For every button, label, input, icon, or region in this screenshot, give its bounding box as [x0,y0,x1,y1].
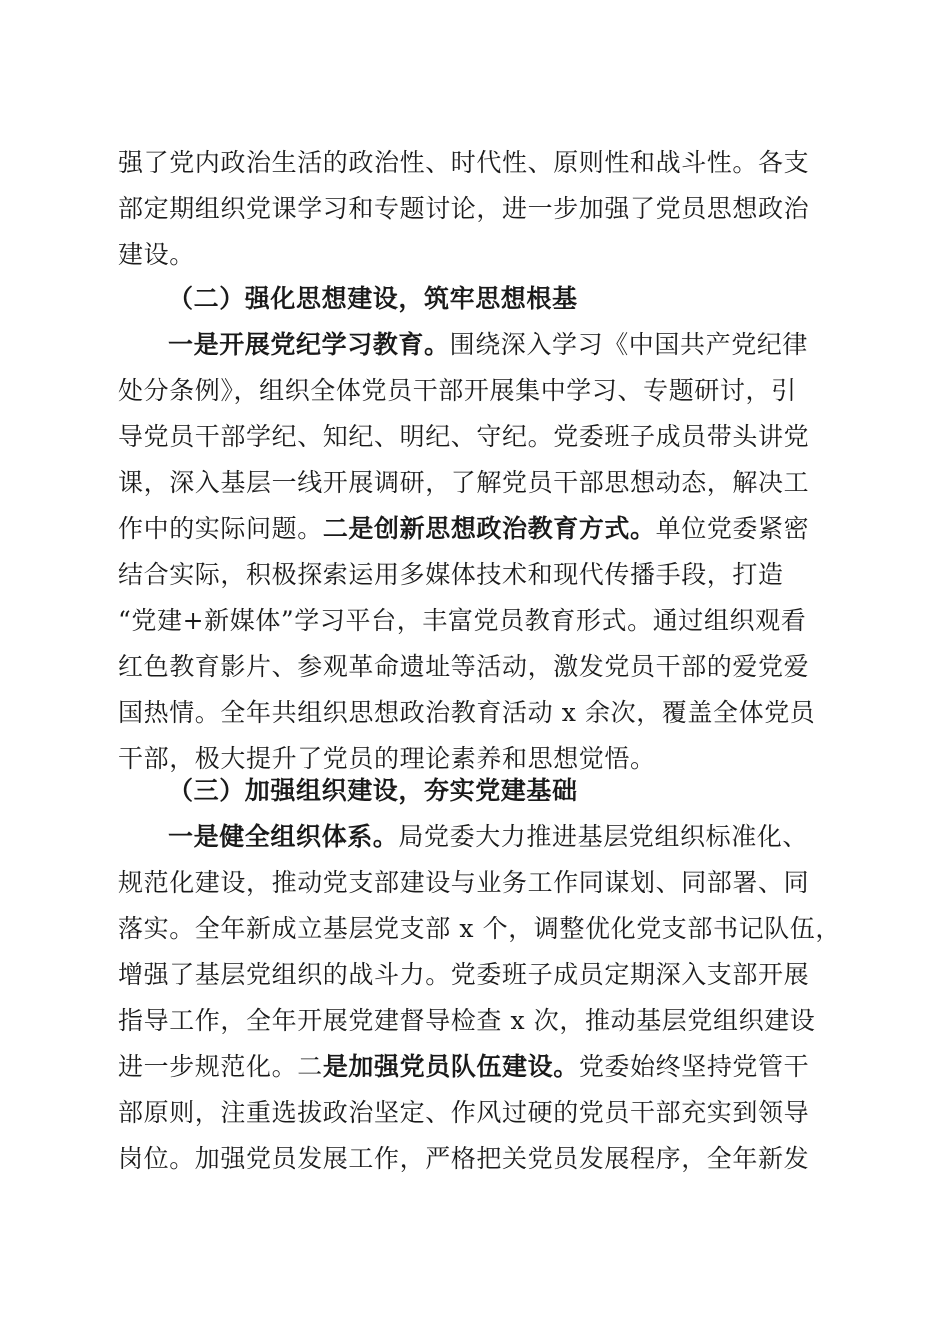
paragraph-line [118,322,834,368]
paragraph-text: 党委始终坚持党管干 [578,1052,810,1081]
paragraph-line: 部原则，注重选拔政治坚定、作风过硬的党员干部充实到领导 [118,1098,810,1127]
section-heading-2 [168,276,834,322]
emphasis-text: 是加强党员队伍建设。 [322,1052,579,1081]
paragraph-line: 建设。 [118,240,195,269]
paragraph-line: 部定期组织党课学习和专题讨论，进一步加强了党员思想政治 [118,194,810,223]
paragraph-line [118,814,834,860]
paragraph-text: 单位党委紧密 [655,514,810,543]
intro-paragraph [118,140,834,278]
paragraph-line: 结合实际，积极探索运用多媒体技术和现代传播手段，打造 [118,560,784,589]
emphasis-text: 二是创新思想政治教育方式。 [322,514,656,543]
emphasis-text: 一是开展党纪学习教育。 [168,330,450,359]
section-heading-3 [168,768,834,814]
paragraph-line: 红色教育影片、参观革命遗址等活动，激发党员干部的爱党爱 [118,652,810,681]
paragraph-line [118,506,834,552]
paragraph-line: 规范化建设，推动党支部建设与业务工作同谋划、同部署、同 [118,868,810,897]
paragraph-line [118,1044,834,1090]
paragraph-line: 强了党内政治生活的政治性、时代性、原则性和战斗性。各支 [118,148,810,177]
paragraph-line: 岗位。加强党员发展工作，严格把关党员发展程序，全年新发 [118,1144,810,1173]
emphasis-text: 一是健全组织体系。 [168,822,399,851]
paragraph-text: 局党委大力推进基层党组织标准化、 [398,822,809,851]
section-2-paragraph [118,322,834,782]
paragraph-text: 围绕深入学习《中国共产党纪律 [449,330,809,359]
paragraph-line: 课，深入基层一线开展调研，了解党员干部思想动态，解决工 [118,468,810,497]
paragraph-line: 国热情。全年共组织思想政治教育活动 x 余次，覆盖全体党员 [118,698,816,727]
paragraph-line: 干部，极大提升了党员的理论素养和思想觉悟。 [118,744,656,773]
paragraph-line: 导党员干部学纪、知纪、明纪、守纪。党委班子成员带头讲党 [118,422,810,451]
section-3-paragraph [118,814,841,1182]
paragraph-line: 落实。全年新成立基层党支部 x 个，调整优化党支部书记队伍， [118,914,841,943]
paragraph-text: 作中的实际问题。 [118,514,323,543]
paragraph-text: 进一步规范化。二 [118,1052,323,1081]
paragraph-line: 增强了基层党组织的战斗力。党委班子成员定期深入支部开展 [118,960,810,989]
paragraph-line: 处分条例》，组织全体党员干部开展集中学习、专题研讨，引 [118,376,797,405]
paragraph-line: “党建+新媒体”学习平台，丰富党员教育形式。通过组织观看 [118,606,807,635]
section-heading-text: （二）强化思想建设，筑牢思想根基 [168,284,578,313]
section-heading-text: （三）加强组织建设，夯实党建基础 [168,776,578,805]
paragraph-line: 指导工作，全年开展党建督导检查 x 次，推动基层党组织建设 [118,1006,816,1035]
